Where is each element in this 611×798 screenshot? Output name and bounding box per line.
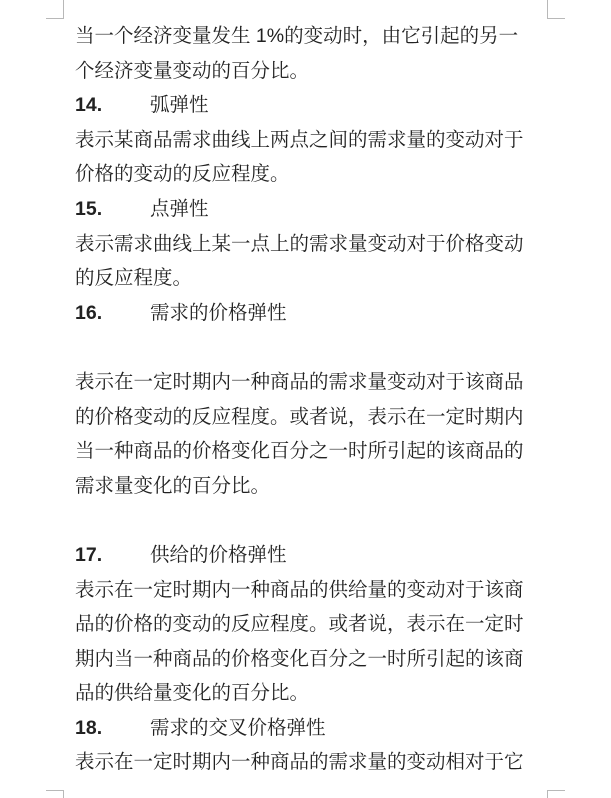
definition-line: 当一种商品的价格变化百分之一时所引起的该商品的: [75, 440, 524, 463]
definition-line: 表示需求曲线上某一点上的需求量变动对于价格变动: [75, 232, 524, 255]
definition-line: 品的价格的变动的反应程度。或者说，表示在一定时: [75, 613, 524, 636]
term-number: 14.: [75, 94, 103, 117]
blank-line: [75, 503, 545, 538]
corner-mark-top-right: [547, 18, 565, 19]
term-heading: [75, 88, 545, 123]
definition-line: 的反应程度。: [75, 267, 193, 290]
term-number: 16.: [75, 301, 103, 324]
definition-line: 表示在一定时期内一种商品的需求量的变动相对于它: [75, 751, 524, 774]
term-title: 供给的价格弹性: [150, 543, 287, 566]
definition-line: 期内当一种商品的价格变化百分之一时所引起的该商: [75, 647, 524, 670]
definition-line: 表示在一定时期内一种商品的需求量变动对于该商品: [75, 370, 524, 393]
definition-line: 当一个经济变量发生 1%的变动时，由它引起的另一: [75, 25, 519, 47]
corner-mark-top-left: [63, 0, 64, 19]
term-number: 15.: [75, 197, 103, 220]
definition-line: 表示某商品需求曲线上两点之间的需求量的变动对于: [75, 128, 524, 151]
definition-line: 品的供给量变化的百分比。: [75, 682, 310, 705]
definition-line: 的价格变动的反应程度。或者说，表示在一定时期内: [75, 405, 524, 428]
corner-mark-bottom-left: [63, 790, 64, 798]
term-title: 弧弹性: [150, 94, 209, 117]
definition-line: 价格的变动的反应程度。: [75, 163, 290, 186]
term-heading: [75, 192, 545, 227]
term-title: 点弹性: [150, 197, 209, 220]
corner-mark-top-right: [547, 0, 548, 19]
corner-mark-top-left: [46, 18, 64, 19]
term-heading: [75, 538, 545, 573]
corner-mark-bottom-right: [547, 790, 548, 798]
term-heading: [75, 296, 545, 331]
document-body: [75, 19, 545, 780]
definition-line: 表示在一定时期内一种商品的供给量的变动对于该商: [75, 578, 524, 601]
definition-line: 需求量变化的百分比。: [75, 474, 271, 497]
term-title: 需求的价格弹性: [150, 301, 287, 324]
term-number: 18.: [75, 716, 103, 739]
term-heading: [75, 711, 545, 746]
definition-line: 个经济变量变动的百分比。: [75, 59, 310, 82]
corner-mark-bottom-left: [46, 790, 64, 791]
term-number: 17.: [75, 543, 103, 566]
term-title: 需求的交叉价格弹性: [150, 716, 326, 739]
blank-line: [75, 330, 545, 365]
corner-mark-bottom-right: [547, 790, 565, 791]
